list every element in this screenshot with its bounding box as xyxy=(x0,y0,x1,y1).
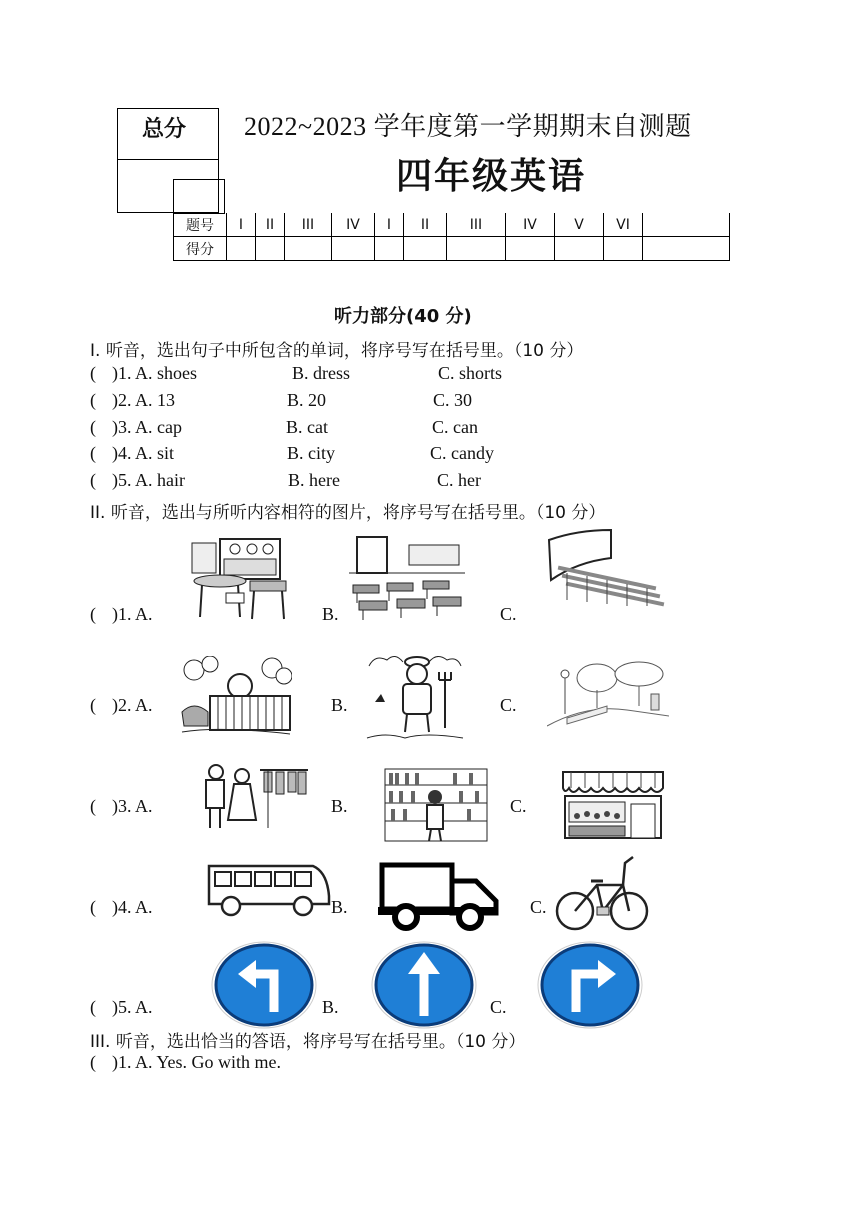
col: II xyxy=(404,213,447,237)
bus-picture xyxy=(205,862,331,918)
listening-section-title: 听力部分(40 分) xyxy=(334,306,472,327)
zoo-gate-picture xyxy=(180,656,292,740)
s2-item-1-b: B. xyxy=(322,604,339,624)
paren[interactable]: ( xyxy=(90,695,96,715)
s2-item-3-c: C. xyxy=(510,796,527,816)
s1-item-3 xyxy=(90,417,478,438)
truck-picture xyxy=(378,861,500,931)
col xyxy=(643,213,730,237)
s1-item-2 xyxy=(90,390,472,411)
kitchen-picture xyxy=(190,537,292,621)
s2-item-4-label xyxy=(90,897,153,918)
option-a: )3. A. xyxy=(112,796,153,816)
paren[interactable]: ( xyxy=(90,796,96,816)
option-a: )1. A. Yes. Go with me. xyxy=(112,1052,282,1072)
park-picture xyxy=(547,660,669,736)
option-b: B. 20 xyxy=(287,390,327,410)
bicycle-picture xyxy=(553,855,649,931)
col: I xyxy=(375,213,404,237)
option-b: B. city xyxy=(287,443,335,463)
row-label: 题号 xyxy=(174,213,227,237)
option-a: )3. A. cap xyxy=(112,417,182,437)
col: III xyxy=(285,213,332,237)
option-a: )1. A. xyxy=(112,604,153,624)
col: V xyxy=(555,213,604,237)
option-c: C. can xyxy=(432,417,478,437)
s2-item-4-b: B. xyxy=(331,897,348,917)
row-label: 得分 xyxy=(174,237,227,261)
score-cell[interactable] xyxy=(447,237,506,261)
col: I xyxy=(227,213,256,237)
turn-right-sign-icon xyxy=(536,940,644,1030)
paren[interactable]: ( xyxy=(90,390,96,410)
paren[interactable]: ( xyxy=(90,1052,96,1072)
s1-item-4 xyxy=(90,443,494,464)
score-cell[interactable] xyxy=(332,237,375,261)
s2-item-5-label xyxy=(90,997,153,1018)
option-a: )2. A. xyxy=(112,695,153,715)
total-score-label: 总分 xyxy=(142,117,187,142)
s2-item-1-c: C. xyxy=(500,604,517,624)
option-c: C. candy xyxy=(430,443,494,463)
col: II xyxy=(256,213,285,237)
score-table-score-row xyxy=(174,237,730,261)
s2-item-2-label xyxy=(90,695,153,716)
exam-subtitle: 四年级英语 xyxy=(396,156,587,197)
option-c: C. 30 xyxy=(433,390,473,410)
option-c: C. her xyxy=(437,470,481,490)
score-cell[interactable] xyxy=(604,237,643,261)
option-a: )1. A. shoes xyxy=(112,363,197,383)
farmer-picture xyxy=(365,650,465,742)
option-a: )2. A. 13 xyxy=(112,390,175,410)
score-cell[interactable] xyxy=(227,237,256,261)
score-table xyxy=(173,213,730,261)
s3-item-1 xyxy=(90,1052,281,1073)
exam-title: 2022~2023 学年度第一学期期末自测题 xyxy=(244,112,692,141)
s1-item-5 xyxy=(90,470,481,491)
shop-front-picture xyxy=(561,770,665,840)
paren[interactable]: ( xyxy=(90,897,96,917)
score-cell[interactable] xyxy=(555,237,604,261)
option-a: )5. A. hair xyxy=(112,470,185,490)
col: VI xyxy=(604,213,643,237)
section2-heading: II. 听音，选出与所听内容相符的图片，将序号写在括号里。（10 分） xyxy=(90,503,606,523)
turn-left-sign-icon xyxy=(210,940,318,1030)
col: III xyxy=(447,213,506,237)
s2-item-3-label xyxy=(90,796,153,817)
score-cell[interactable] xyxy=(404,237,447,261)
score-cell[interactable] xyxy=(506,237,555,261)
paren[interactable]: ( xyxy=(90,470,96,490)
go-straight-sign-icon xyxy=(370,940,478,1030)
s2-item-3-b: B. xyxy=(331,796,348,816)
paren[interactable]: ( xyxy=(90,363,96,383)
bookstore-picture xyxy=(383,767,489,843)
s2-item-1-label xyxy=(90,604,153,625)
score-cell[interactable] xyxy=(375,237,404,261)
paren[interactable]: ( xyxy=(90,997,96,1017)
s2-item-2-b: B. xyxy=(331,695,348,715)
s1-item-1 xyxy=(90,363,502,384)
paren[interactable]: ( xyxy=(90,604,96,624)
clothes-shop-picture xyxy=(198,762,310,832)
option-b: B. dress xyxy=(292,363,350,383)
option-a: )5. A. xyxy=(112,997,153,1017)
paren[interactable]: ( xyxy=(90,417,96,437)
section1-heading: I. 听音，选出句子中所包含的单词，将序号写在括号里。（10 分） xyxy=(90,341,584,361)
col: IV xyxy=(506,213,555,237)
section3-heading: III. 听音，选出恰当的答语，将序号写在括号里。（10 分） xyxy=(90,1032,526,1052)
s2-item-4-c: C. xyxy=(530,897,547,917)
option-a: )4. A. xyxy=(112,897,153,917)
option-c: C. shorts xyxy=(438,363,503,383)
s2-item-5-b: B. xyxy=(322,997,339,1017)
option-b: B. here xyxy=(288,470,340,490)
score-cell[interactable] xyxy=(256,237,285,261)
hall-seats-picture xyxy=(547,528,669,608)
score-table-header-row xyxy=(174,213,730,237)
paren[interactable]: ( xyxy=(90,443,96,463)
s2-item-5-c: C. xyxy=(490,997,507,1017)
s2-item-2-c: C. xyxy=(500,695,517,715)
score-small-box xyxy=(173,179,225,214)
option-b: B. cat xyxy=(286,417,328,437)
classroom-picture xyxy=(349,533,465,621)
option-a: )4. A. sit xyxy=(112,443,175,463)
score-cell[interactable] xyxy=(285,237,332,261)
col: IV xyxy=(332,213,375,237)
score-cell[interactable] xyxy=(643,237,730,261)
